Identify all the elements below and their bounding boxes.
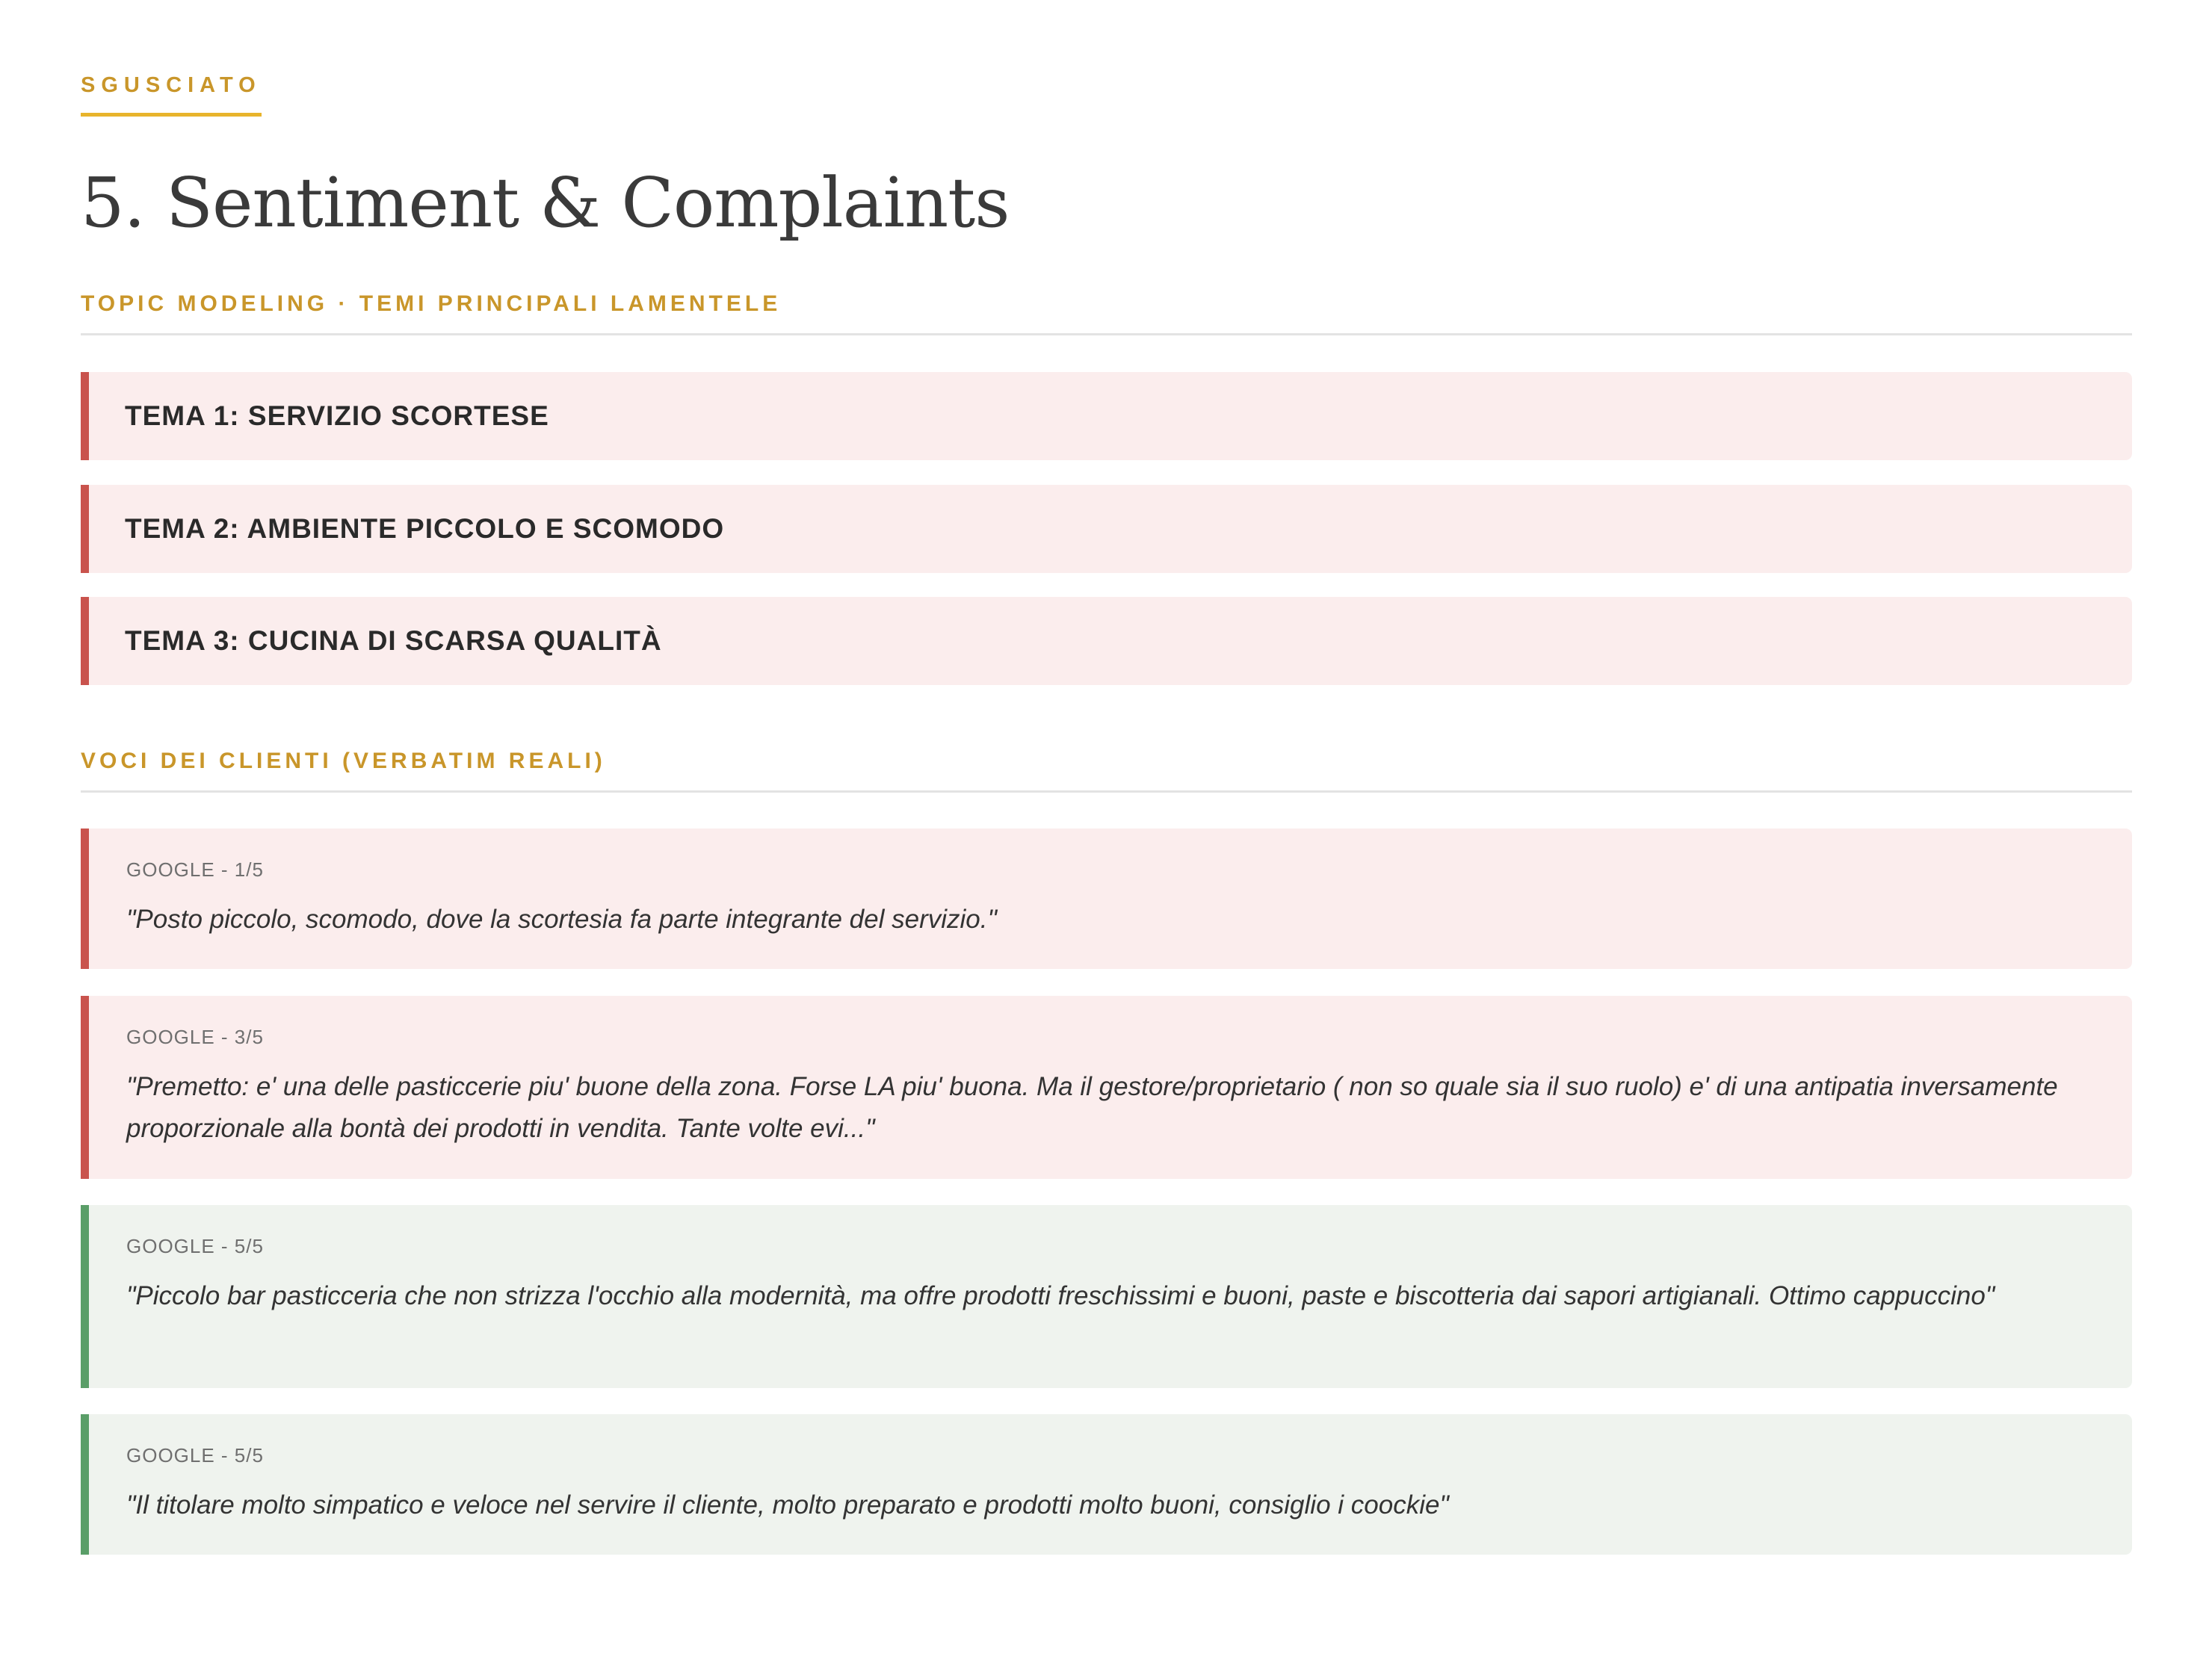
review-card-positive bbox=[81, 1205, 2132, 1388]
review-card-positive bbox=[81, 1414, 2132, 1555]
page-title: 5. Sentiment & Complaints bbox=[81, 163, 1010, 243]
review-source-rating: GOOGLE - 5/5 bbox=[126, 1444, 264, 1467]
review-quote: "Il titolare molto simpatico e veloce nel servire il cliente, molto preparato e prodotti molto buoni, consiglio i coockie" bbox=[126, 1490, 1449, 1520]
topics-section-heading: TOPIC MODELING · TEMI PRINCIPALI LAMENTELE bbox=[81, 291, 2132, 335]
complaint-theme-1: TEMA 1: SERVIZIO SCORTESE bbox=[81, 372, 2132, 460]
complaint-theme-3: TEMA 3: CUCINA DI SCARSA QUALITÀ bbox=[81, 597, 2132, 685]
review-source-rating: GOOGLE - 3/5 bbox=[126, 1026, 264, 1048]
voices-section-heading: VOCI DEI CLIENTI (VERBATIM REALI) bbox=[81, 749, 2132, 793]
review-source-rating: GOOGLE - 5/5 bbox=[126, 1235, 264, 1257]
brand-label: SGUSCIATO bbox=[81, 73, 262, 117]
review-quote: "Posto piccolo, scomodo, dove la scortesia fa parte integrante del servizio." bbox=[126, 905, 997, 934]
review-card-negative bbox=[81, 996, 2132, 1179]
review-card-negative bbox=[81, 829, 2132, 969]
review-source-rating: GOOGLE - 1/5 bbox=[126, 858, 264, 881]
review-quote: "Piccolo bar pasticceria che non strizza l'occhio alla modernità, ma offre prodotti freschissimi e buoni, paste e biscotteria dai sapori artigianali. Ottimo cappuccino" bbox=[126, 1281, 1995, 1310]
complaint-theme-2: TEMA 2: AMBIENTE PICCOLO E SCOMODO bbox=[81, 485, 2132, 573]
review-quote: "Premetto: e' una delle pasticcerie piu' buone della zona. Forse LA piu' buona. Ma il gestore/proprietario ( non so quale sia il suo ruolo) e' di una antipatia inversamente proporzionale alla bontà dei prodotti in vendita. Tante volte evi..." bbox=[126, 1072, 2058, 1143]
